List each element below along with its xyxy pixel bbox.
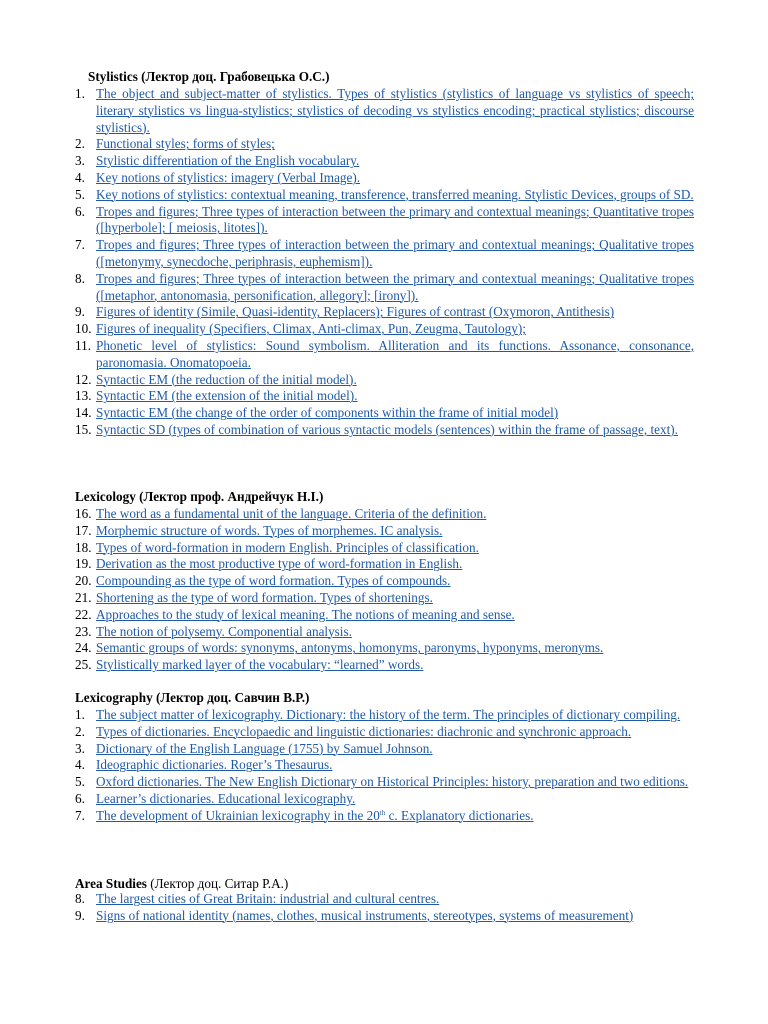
topic-list-item [0,556,768,573]
topic-number: 2. [75,136,85,152]
topic-link[interactable]: Syntactic EM (the extension of the initial model). [96,388,358,404]
topic-number: 24. [75,640,92,656]
topic-link[interactable]: Learner’s dictionaries. Educational lexicography. [96,790,356,806]
topic-link[interactable]: Shortening as the type of word formation. Types of shortenings. [96,589,433,605]
topic-list-item [0,136,768,153]
topic-number: 2. [75,723,85,739]
topic-link[interactable]: The object and subject-matter of stylistics. Types of stylistics (stylistics of language vs stylistics of speech; literary stylistics vs lingua-stylistics; stylistics of decoding vs stylistics encoding; practical stylistics; discourse stylistics). [96,86,694,135]
topic-link[interactable]: The subject matter of lexicography. Dictionary: the history of the term. The principles of dictionary compiling. [96,707,681,722]
topic-number: 1. [75,707,85,722]
topic-link[interactable]: Key notions of stylistics: imagery (Verbal Image). [96,169,361,185]
topic-link[interactable]: Functional styles; forms of styles; [96,136,275,152]
topic-number: 16. [75,506,92,521]
topic-link[interactable]: Syntactic EM (the reduction of the initial model). [96,371,357,387]
topic-list-item [0,908,768,925]
area-studies-topic-list [0,891,768,925]
topic-list-item [0,388,768,405]
topic-link[interactable]: Syntactic EM (the change of the order of components within the frame of initial model) [96,405,559,421]
topic-number: 7. [75,807,85,823]
topic-list-item [0,607,768,624]
topic-list-item [0,170,768,187]
topic-number: 17. [75,522,92,538]
section-lecturer: (Лектор доц. Ситар Р.А.) [150,876,289,891]
topic-link[interactable]: The word as a fundamental unit of the language. Criteria of the definition. [96,506,487,521]
topic-number: 11. [75,337,91,353]
topic-link[interactable]: Compounding as the type of word formation. Types of compounds. [96,573,451,589]
topic-number: 9. [75,907,85,923]
topic-text-part: The development of Ukrainian lexicography in the 20 [96,807,380,823]
topic-link[interactable]: Tropes and figures; Three types of interaction between the primary and contextual meanings; Qualitative tropes ([metonymy, synecdoche, periphrasis, euphemism]). [96,237,694,269]
section-title-lexicography [75,690,715,707]
topic-number: 13. [75,388,92,404]
topic-link[interactable]: Dictionary of the English Language (1755) by Samuel Johnson. [96,740,433,756]
topic-number: 4. [75,757,85,773]
topic-list-item [0,573,768,590]
topic-list-item [0,724,768,741]
topic-list-item [0,523,768,540]
topic-link[interactable]: Tropes and figures; Three types of interaction between the primary and contextual meanings; Quantitative tropes ([hyperbole]; [ meiosis, litotes]). [96,203,694,236]
topic-number: 1. [75,86,85,101]
topic-list-item [0,540,768,557]
topic-link[interactable] [96,808,706,825]
topic-link[interactable]: The largest cities of Great Britain: industrial and cultural centres. [96,891,440,906]
topic-list-item [0,405,768,422]
topic-number: 5. [75,186,85,202]
topic-list-item [0,338,768,372]
topic-link[interactable]: Types of dictionaries. Encyclopaedic and linguistic dictionaries: diachronic and synchronic approach. [96,723,632,739]
stylistics-topic-list [0,86,768,439]
topic-list-item [0,187,768,204]
topic-number: 8. [75,891,85,906]
topic-link[interactable]: Approaches to the study of lexical meaning. The notions of meaning and sense. [96,606,515,622]
lexicology-topic-list [0,506,768,674]
topic-number: 4. [75,169,85,185]
section-lecturer: (Лектор доц. Савчин В.Р.) [155,690,310,705]
topic-list-item [0,237,768,271]
topic-list-item [0,204,768,238]
topic-number: 6. [75,790,85,806]
topic-number: 15. [75,421,92,437]
topic-link[interactable]: Signs of national identity (names, clothes, musical instruments, stereotypes, systems of measurement) [96,907,634,923]
topic-number: 23. [75,623,92,639]
topic-list-item [0,891,768,908]
topic-link[interactable]: Stylistically marked layer of the vocabulary: “learned” words. [96,657,424,673]
topic-link[interactable]: Key notions of stylistics: contextual meaning, transference, transferred meaning. Stylistic Devices, groups of SD. [96,186,694,202]
topic-link[interactable]: Stylistic differentiation of the English vocabulary. [96,153,360,169]
topic-list-item [0,808,768,825]
topic-list-item [0,624,768,641]
topic-list-item [0,271,768,305]
topic-number: 20. [75,573,92,589]
topic-link[interactable]: Types of word-formation in modern English. Principles of classification. [96,539,479,555]
topic-number: 5. [75,774,85,790]
topic-link[interactable]: Figures of inequality (Specifiers, Climax, Anti-climax, Pun, Zeugma, Tautology); [96,321,526,337]
section-lecturer: (Лектор доц. Грабовецька О.С.) [141,69,330,84]
topic-number: 10. [75,321,92,337]
topic-number: 9. [75,304,85,320]
topic-list-item [0,86,768,136]
topic-number: 3. [75,153,85,169]
section-subject: Lexicography [75,690,153,705]
topic-list-item [0,774,768,791]
section-subject: Area Studies [75,876,147,891]
topic-list-item [0,422,768,439]
ordinal-superscript: th [379,808,386,817]
topic-list-item [0,757,768,774]
topic-link[interactable]: Semantic groups of words: synonyms, antonyms, homonyms, paronyms, hyponyms, meronyms. [96,640,604,656]
topic-number: 19. [75,556,92,572]
topic-list-item [0,640,768,657]
topic-number: 6. [75,203,85,219]
topic-list-item [0,321,768,338]
topic-list-item [0,590,768,607]
topic-link[interactable]: Oxford dictionaries. The New English Dictionary on Historical Principles: history, preparation and two editions. [96,774,689,790]
lexicography-topic-list [0,707,768,825]
section-lecturer: (Лектор проф. Андрейчук Н.І.) [139,489,324,504]
topic-number: 25. [75,657,92,673]
section-subject: Lexicology [75,489,136,504]
topic-list-item [0,153,768,170]
topic-link[interactable]: Derivation as the most productive type of word-formation in English. [96,556,463,572]
section-title-lexicology [75,489,715,506]
topic-number: 8. [75,270,85,286]
section-subject: Stylistics [88,69,138,84]
topic-link[interactable]: Syntactic SD (types of combination of various syntactic models (sentences) within the frame of passage, text). [96,421,678,437]
topic-link[interactable]: Morphemic structure of words. Types of morphemes. IC analysis. [96,522,443,538]
topic-number: 18. [75,539,92,555]
topic-link[interactable]: The notion of polysemy. Componential analysis. [96,623,352,639]
section-title-stylistics [88,69,728,86]
topic-list-item [0,372,768,389]
topic-link[interactable]: Phonetic level of stylistics: Sound symbolism. Alliteration and its functions. Assonance, consonance, paronomasia. Onomatopoeia. [96,337,694,370]
topic-list-item [0,707,768,724]
topic-list-item [0,791,768,808]
topic-number: 21. [75,589,92,605]
topic-list-item [0,304,768,321]
topic-list-item [0,741,768,758]
topic-number: 14. [75,405,92,421]
topic-number: 3. [75,740,85,756]
topic-number: 7. [75,237,85,253]
topic-link[interactable]: Tropes and figures; Three types of interaction between the primary and contextual meanings; Qualitative tropes ([metaphor, antonomasia, personification, allegory]; [irony]). [96,270,694,303]
topic-list-item [0,657,768,674]
topic-link[interactable]: Ideographic dictionaries. Roger’s Thesaurus. [96,757,333,773]
topic-text-part: c. Explanatory dictionaries. [385,807,534,823]
topic-number: 22. [75,606,92,622]
topic-link[interactable]: Figures of identity (Simile, Quasi-identity, Replacers); Figures of contrast (Oxymoron, Antithesis) [96,304,615,320]
topic-number: 12. [75,371,92,387]
topic-list-item [0,506,768,523]
